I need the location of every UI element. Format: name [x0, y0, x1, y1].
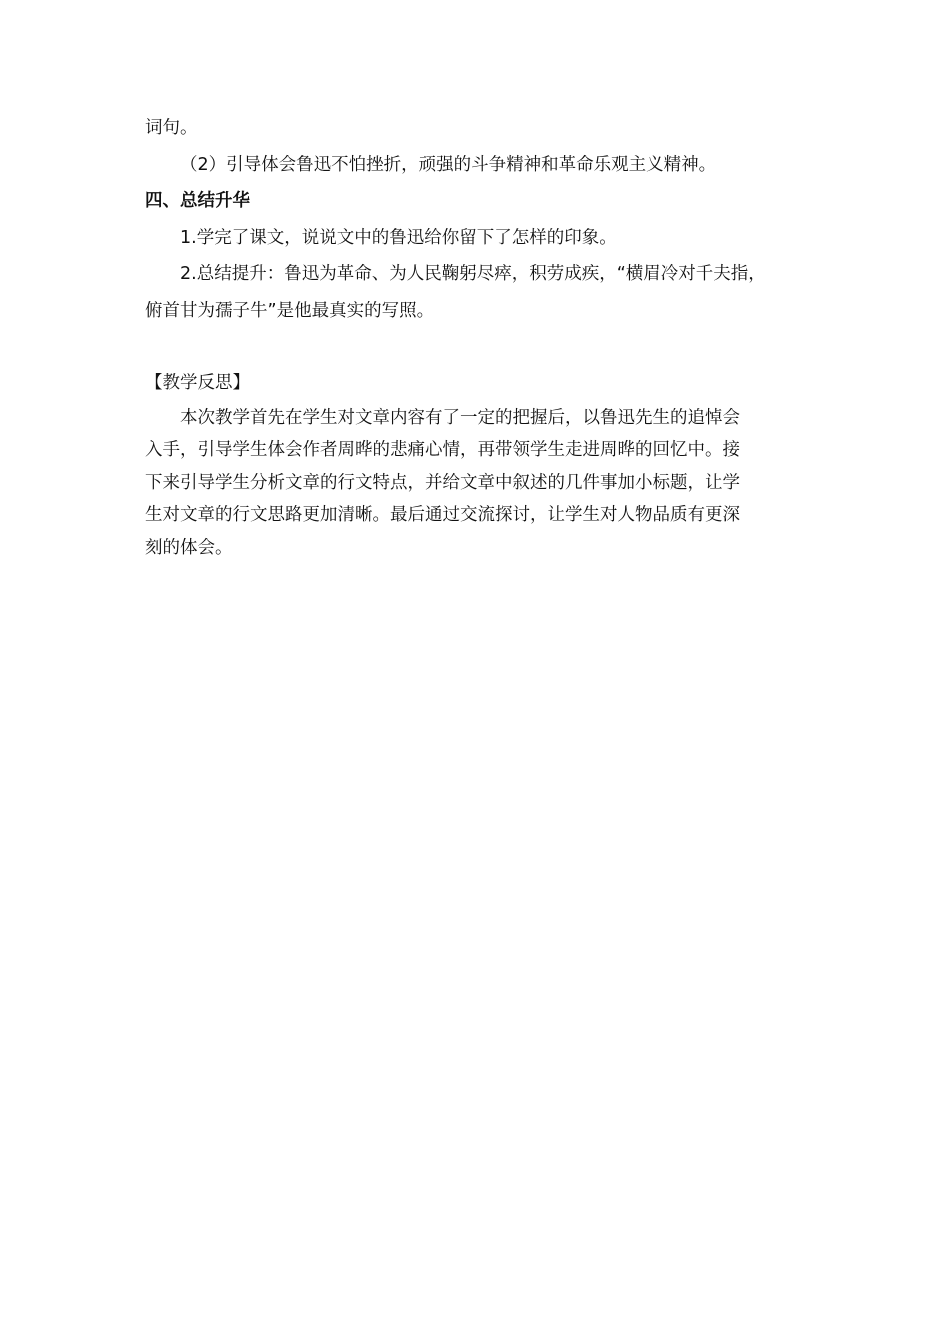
- text-line: 词句。: [145, 118, 198, 138]
- paragraph-line: 入手，引导学生体会作者周晔的悲痛心情，再带领学生走进周晔的回忆中。接: [145, 440, 740, 460]
- paragraph-line: 生对文章的行文思路更加清晰。最后通过交流探讨，让学生对人物品质有更深: [145, 505, 740, 525]
- paragraph-line: 刻的体会。: [145, 537, 233, 558]
- section-heading: 四、总结升华: [145, 191, 250, 211]
- text-line: （2）引导体会鲁迅不怕挫折，顽强的斗争精神和革命乐观主义精神。: [180, 154, 717, 175]
- reflection-title: 【教学反思】: [145, 373, 250, 393]
- list-item: 1.学完了课文，说说文中的鲁迅给你留下了怎样的印象。: [180, 227, 617, 248]
- blank-line: [145, 329, 825, 365]
- reflection-paragraph: [145, 402, 825, 565]
- list-item: 2.总结提升：鲁迅为革命、为人民鞠躬尽瘁，积劳成疾，“横眉冷对千夫指，: [180, 264, 766, 284]
- list-item-continuation: 俯首甘为孺子牛”是他最真实的写照。: [145, 300, 435, 321]
- paragraph-line: 本次教学首先在学生对文章内容有了一定的把握后，以鲁迅先生的追悼会: [180, 407, 740, 428]
- document-page: [145, 110, 825, 564]
- paragraph-line: 下来引导学生分析文章的行文特点，并给文章中叙述的几件事加小标题，让学: [145, 472, 740, 493]
